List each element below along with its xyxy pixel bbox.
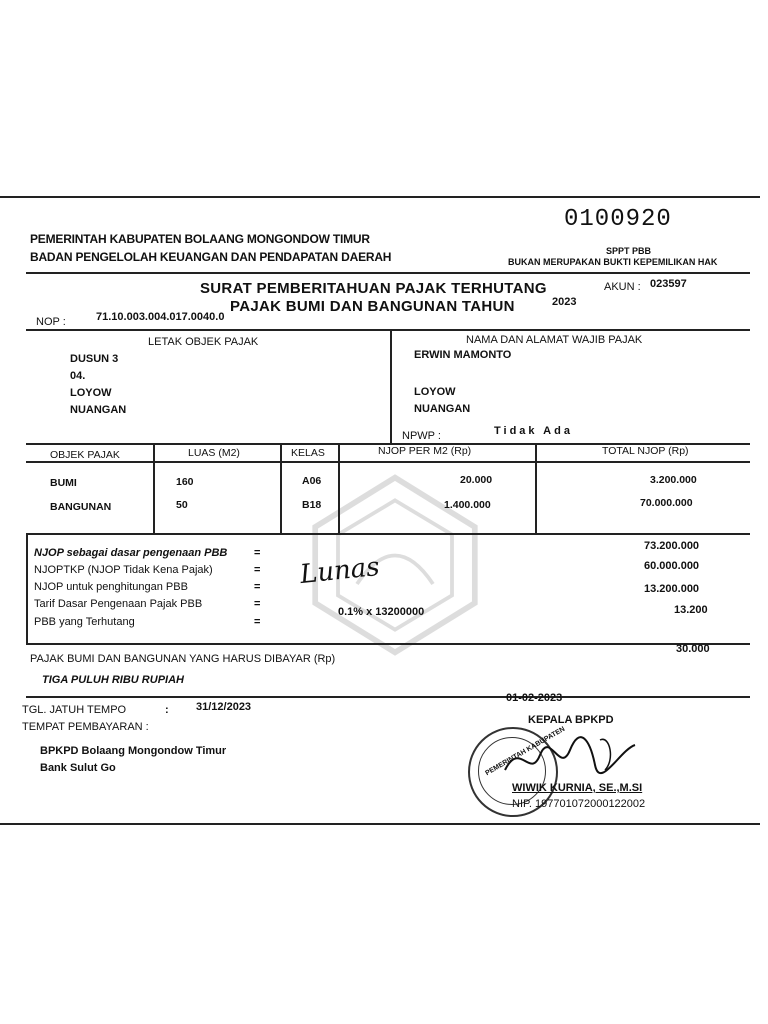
payable-label: PAJAK BUMI DAN BANGUNAN YANG HARUS DIBAYAR (Rp) (30, 653, 336, 665)
table-cell: 3.200.000 (650, 474, 697, 486)
calc-label: NJOPTKP (NJOP Tidak Kena Pajak) (34, 564, 213, 576)
divider (26, 643, 750, 645)
taxpayer-name: ERWIN MAMONTO (414, 349, 512, 361)
sppt-label: SPPT PBB (606, 246, 652, 256)
serial-number: 0100920 (564, 206, 672, 233)
calc-label: Tarif Dasar Pengenaan Pajak PBB (34, 598, 203, 610)
title-line-2: PAJAK BUMI DAN BANGUNAN TAHUN (230, 298, 515, 315)
table-cell: 70.000.000 (640, 497, 693, 509)
npwp-value: Tidak Ada (494, 425, 573, 437)
official-title: KEPALA BPKPD (528, 714, 614, 726)
calc-label: NJOP untuk penghitungan PBB (34, 581, 188, 593)
tax-year: 2023 (552, 296, 577, 308)
official-name: WIWIK KURNIA, SE.,M.SI (512, 782, 643, 794)
calc-value: 13.200 (674, 604, 708, 616)
divider (280, 443, 282, 533)
calc-equals: = (254, 581, 261, 593)
table-cell: BUMI (50, 477, 77, 489)
due-label: TGL. JATUH TEMPO (22, 704, 127, 716)
letak-line-3: LOYOW (70, 387, 112, 399)
handwritten-lunas: Lunas (298, 551, 381, 591)
gov-line-1: PEMERINTAH KABUPATEN BOLAANG MONGONDOW TIMUR (30, 232, 370, 246)
akun-label: AKUN : (604, 281, 641, 293)
divider (26, 272, 750, 274)
gov-line-2: BADAN PENGELOLAH KEUANGAN DAN PENDAPATAN DAERAH (30, 250, 392, 264)
table-cell: 50 (176, 499, 188, 511)
title-line-1: SURAT PEMBERITAHUAN PAJAK TERHUTANG (200, 280, 547, 297)
place-line-2: Bank Sulut Go (40, 762, 116, 774)
taxpayer-address-2: NUANGAN (414, 403, 471, 415)
npwp-label: NPWP : (402, 430, 441, 442)
nop-label: NOP : (36, 316, 66, 328)
calc-equals: = (254, 598, 261, 610)
stamp-text: PEMERINTAH KABUPATEN (484, 725, 567, 778)
divider (26, 533, 28, 643)
calc-equals: = (254, 616, 261, 628)
payable-value: 30.000 (676, 643, 710, 655)
taxpayer-address-1: LOYOW (414, 386, 456, 398)
divider (535, 443, 537, 533)
divider (26, 329, 750, 331)
table-cell: B18 (302, 499, 322, 511)
calc-label: PBB yang Terhutang (34, 616, 135, 628)
due-separator: : (165, 704, 169, 716)
letak-line-1: DUSUN 3 (70, 353, 119, 365)
table-cell: 160 (176, 476, 194, 488)
table-header: NJOP PER M2 (Rp) (378, 445, 472, 457)
divider (338, 443, 340, 533)
divider (153, 443, 155, 533)
nop-value: 71.10.003.004.017.0040.0 (96, 311, 225, 323)
disclaimer: BUKAN MERUPAKAN BUKTI KEPEMILIKAN HAK (508, 257, 718, 267)
letak-heading: LETAK OBJEK PAJAK (148, 336, 259, 348)
place-label: TEMPAT PEMBAYARAN : (22, 721, 149, 733)
table-cell: 1.400.000 (444, 499, 491, 511)
calc-equals: = (254, 564, 261, 576)
letak-line-4: NUANGAN (70, 404, 127, 416)
calc-formula: 0.1% x 13200000 (338, 606, 425, 618)
signature-icon (500, 730, 640, 790)
calc-equals: = (254, 547, 261, 559)
table-cell: BANGUNAN (50, 501, 112, 513)
table-header: TOTAL NJOP (Rp) (602, 445, 689, 457)
letak-line-2: 04. (70, 370, 86, 382)
table-header: LUAS (M2) (188, 447, 240, 459)
table-cell: 20.000 (460, 474, 493, 486)
table-cell: A06 (302, 475, 322, 487)
table-header: KELAS (291, 447, 325, 459)
calc-value: 73.200.000 (644, 540, 700, 552)
divider (26, 461, 750, 463)
payable-words: TIGA PULUH RIBU RUPIAH (42, 674, 184, 686)
akun-value: 023597 (650, 278, 687, 290)
divider (26, 533, 750, 535)
divider (26, 696, 750, 698)
table-header: OBJEK PAJAK (50, 449, 120, 461)
wajib-heading: NAMA DAN ALAMAT WAJIB PAJAK (466, 334, 643, 346)
calc-value: 13.200.000 (644, 583, 700, 595)
divider (390, 329, 392, 443)
official-nip: NIP. 197701072000122002 (512, 798, 646, 810)
place-line-1: BPKPD Bolaang Mongondow Timur (40, 745, 227, 757)
calc-label: NJOP sebagai dasar pengenaan PBB (34, 547, 228, 559)
calc-value: 60.000.000 (644, 560, 700, 572)
due-date: 31/12/2023 (196, 701, 252, 713)
issue-date: 01-02-2023 (506, 692, 563, 704)
